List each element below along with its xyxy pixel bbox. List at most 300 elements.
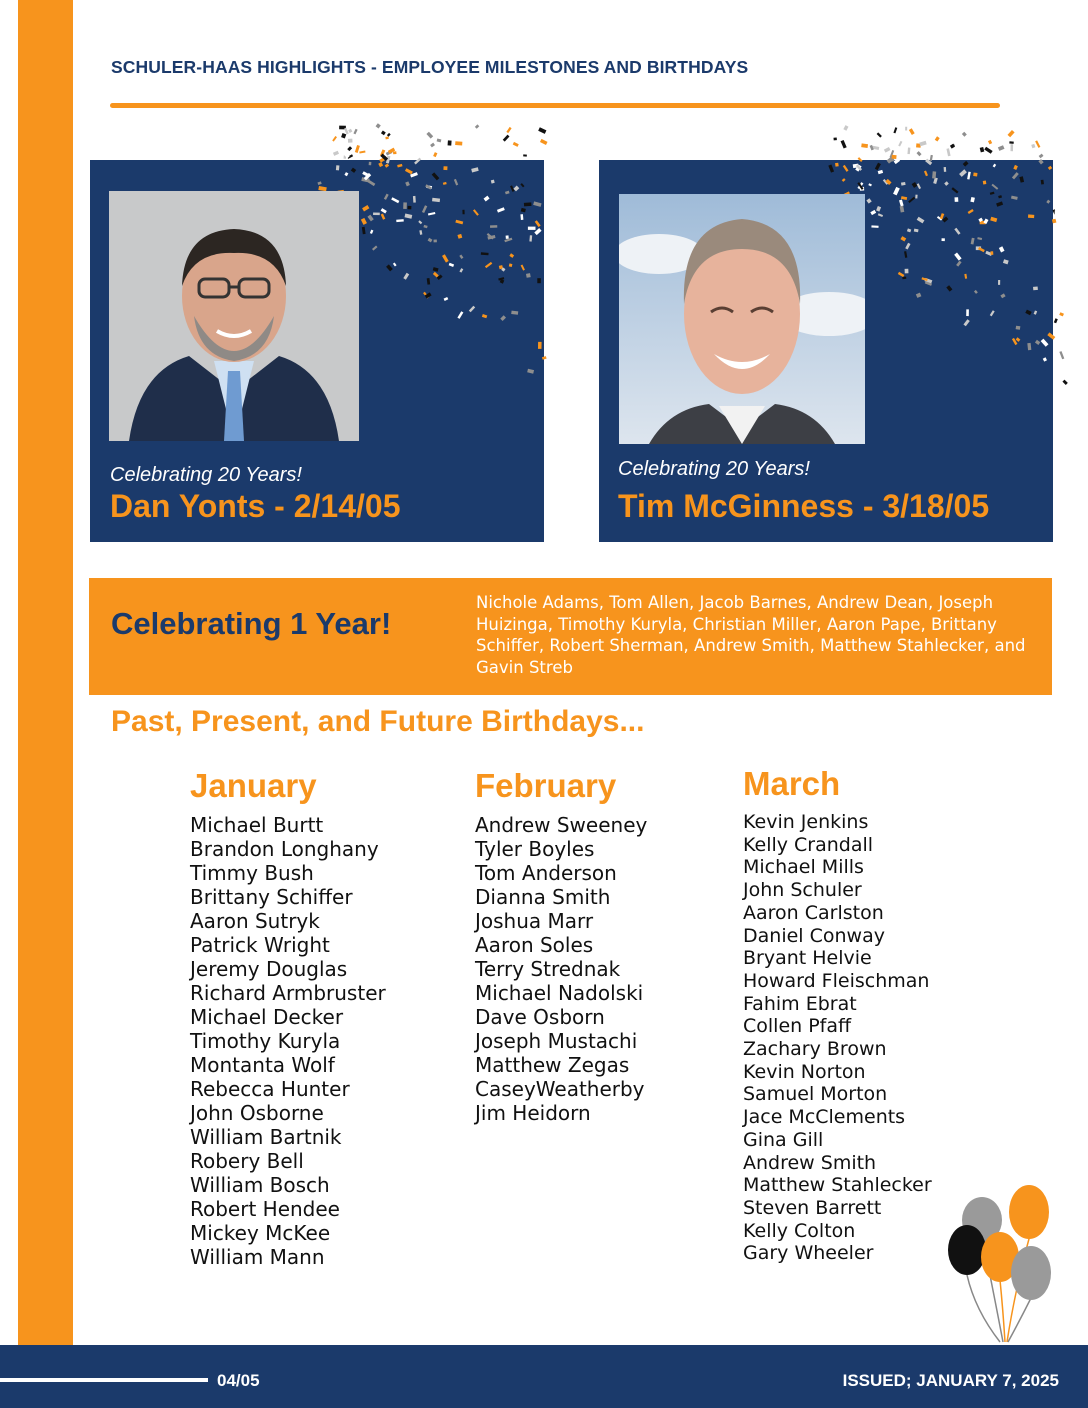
confetti-piece xyxy=(905,269,909,274)
milestone-card xyxy=(599,160,1053,542)
birthday-name: Michael Burtt xyxy=(190,813,324,837)
confetti-piece xyxy=(971,238,975,245)
one-year-title: Celebrating 1 Year! xyxy=(111,606,392,641)
confetti-piece xyxy=(506,127,511,133)
birthday-name: Brandon Longhany xyxy=(190,837,379,861)
birthday-name: Brittany Schiffer xyxy=(190,885,353,909)
confetti-piece xyxy=(423,225,427,228)
confetti-piece xyxy=(840,124,846,128)
confetti-piece xyxy=(396,219,404,222)
confetti-piece xyxy=(524,202,532,206)
confetti-piece xyxy=(1048,166,1052,170)
confetti-piece xyxy=(457,311,463,319)
confetti-piece xyxy=(430,143,435,148)
confetti-piece xyxy=(900,206,905,213)
confetti-piece xyxy=(513,186,519,192)
confetti-piece xyxy=(385,137,388,140)
birthday-name: Andrew Smith xyxy=(743,1151,877,1174)
confetti-piece xyxy=(462,210,464,214)
confetti-piece xyxy=(414,158,421,165)
confetti-piece xyxy=(895,133,900,140)
birthday-name: Gina Gill xyxy=(743,1128,824,1151)
confetti-piece xyxy=(433,152,437,157)
birthday-name: CaseyWeatherby xyxy=(475,1077,645,1101)
birthday-list xyxy=(743,811,933,1265)
confetti-piece xyxy=(965,137,969,141)
confetti-piece xyxy=(500,315,506,321)
confetti-piece xyxy=(393,263,397,267)
confetti-piece xyxy=(355,145,360,153)
confetti-piece xyxy=(905,127,907,131)
confetti-piece xyxy=(870,210,876,215)
confetti-piece xyxy=(978,247,985,252)
confetti-piece xyxy=(998,280,1000,285)
confetti-piece xyxy=(323,150,330,157)
confetti-piece xyxy=(454,179,458,186)
confetti-piece xyxy=(505,191,510,195)
left-accent-bar xyxy=(18,0,73,1345)
birthday-name: Matthew Stahlecker xyxy=(743,1174,932,1197)
confetti-piece xyxy=(1033,287,1038,291)
confetti-piece xyxy=(942,238,945,241)
birthday-name: Jace McClements xyxy=(743,1106,906,1129)
page-footer xyxy=(0,1345,1088,1408)
confetti-piece xyxy=(348,129,352,133)
confetti-piece xyxy=(944,181,949,186)
birthday-name: Mickey McKee xyxy=(190,1221,331,1245)
confetti-piece xyxy=(484,196,490,202)
confetti-piece xyxy=(432,198,440,202)
confetti-piece xyxy=(433,267,439,272)
confetti-piece xyxy=(959,169,967,177)
birthday-name: Rebecca Hunter xyxy=(190,1077,350,1101)
confetti-piece xyxy=(405,214,413,219)
birthday-name: Aaron Soles xyxy=(475,933,594,957)
birthday-name: Andrew Sweeney xyxy=(475,813,648,837)
confetti-piece xyxy=(944,167,947,172)
confetti-piece xyxy=(473,209,479,216)
confetti-piece xyxy=(521,265,525,271)
footer-line xyxy=(0,1378,208,1382)
confetti-piece xyxy=(1052,219,1056,224)
confetti-piece xyxy=(963,319,969,326)
confetti-piece xyxy=(513,142,519,147)
birthday-name: Joseph Mustachi xyxy=(475,1029,638,1053)
confetti-piece xyxy=(1008,130,1015,137)
confetti-piece xyxy=(1054,210,1058,217)
confetti-piece xyxy=(1028,214,1034,218)
confetti-piece xyxy=(921,277,927,281)
confetti-piece xyxy=(990,192,995,195)
confetti-piece xyxy=(459,268,463,272)
confetti-piece xyxy=(998,145,1005,151)
birthday-name: Dianna Smith xyxy=(475,885,611,909)
confetti-piece xyxy=(917,217,925,224)
confetti-piece xyxy=(1059,351,1064,359)
birthday-name: Jeremy Douglas xyxy=(190,957,348,981)
birthday-name: Daniel Conway xyxy=(743,924,885,947)
month-title: January xyxy=(190,767,317,804)
confetti-piece xyxy=(904,251,907,258)
birthday-name: Bryant Helvie xyxy=(743,947,872,970)
birthday-name: Aaron Sutryk xyxy=(190,909,320,933)
confetti-piece xyxy=(983,181,987,185)
confetti-piece xyxy=(362,227,366,234)
confetti-piece xyxy=(481,252,489,255)
confetti-piece xyxy=(405,181,410,186)
employee-photo xyxy=(109,191,359,441)
confetti-piece xyxy=(907,228,911,232)
confetti-piece xyxy=(497,207,505,212)
confetti-piece xyxy=(876,206,881,212)
confetti-piece xyxy=(1027,343,1031,350)
confetti-piece xyxy=(384,194,389,200)
page-number: 04/05 xyxy=(217,1371,260,1390)
issued-date: ISSUED; JANUARY 7, 2025 xyxy=(842,1371,1059,1390)
confetti-piece xyxy=(347,146,352,151)
confetti-piece xyxy=(946,285,952,291)
confetti-piece xyxy=(386,264,393,271)
confetti-piece xyxy=(998,195,1002,198)
confetti-piece xyxy=(415,123,419,125)
confetti-piece xyxy=(980,147,985,152)
confetti-piece xyxy=(333,151,339,156)
month-title: March xyxy=(743,765,841,802)
confetti-piece xyxy=(893,187,900,196)
confetti-piece xyxy=(1016,326,1021,330)
confetti-piece xyxy=(528,227,536,230)
confetti-piece xyxy=(369,162,372,166)
one-year-names: Nichole Adams, Tom Allen, Jacob Barnes, Andrew Dean, Joseph Huizinga, Timothy Kuryla, Christian Miller, Aaron Pape, Brittany Schiffer, Robert Sherman, Andrew Smith, Matthew Stahlecker, and Gavin Streb xyxy=(476,593,1026,677)
confetti-piece xyxy=(336,165,340,170)
confetti-piece xyxy=(1035,140,1040,148)
confetti-piece xyxy=(465,139,470,143)
balloons-illustration xyxy=(945,1180,1060,1345)
milestone-caption: Celebrating 20 Years! xyxy=(110,464,302,486)
confetti-piece xyxy=(916,293,922,298)
confetti-piece xyxy=(915,195,917,199)
confetti-piece xyxy=(977,237,982,240)
confetti-piece xyxy=(433,272,439,278)
confetti-piece xyxy=(894,158,901,164)
confetti-piece xyxy=(358,129,363,134)
birthday-list xyxy=(475,813,647,1125)
birthday-name: William Bosch xyxy=(190,1173,330,1197)
confetti-piece xyxy=(521,208,526,212)
confetti-piece xyxy=(908,197,915,203)
confetti-piece xyxy=(425,184,432,189)
confetti-piece xyxy=(540,139,548,145)
birthday-name: John Osborne xyxy=(190,1101,324,1125)
milestone-honoree: Dan Yonts - 2/14/05 xyxy=(110,488,401,524)
birthday-name: Zachary Brown xyxy=(743,1038,887,1061)
confetti-piece xyxy=(367,124,373,132)
confetti-piece xyxy=(378,162,383,167)
confetti-piece xyxy=(974,290,978,294)
birthday-name: Dave Osborn xyxy=(475,1005,605,1029)
birthday-name: Timmy Bush xyxy=(190,861,314,885)
confetti-piece xyxy=(527,369,534,374)
confetti-piece xyxy=(443,182,447,185)
confetti-piece xyxy=(449,263,454,267)
confetti-piece xyxy=(866,198,871,203)
confetti-piece xyxy=(485,262,492,268)
confetti-piece xyxy=(538,127,546,134)
confetti-piece xyxy=(428,238,433,243)
confetti-piece xyxy=(362,205,369,211)
confetti-piece xyxy=(962,132,967,137)
confetti-piece xyxy=(1012,172,1019,179)
milestone-honoree: Tim McGinness - 3/18/05 xyxy=(618,488,990,524)
birthday-name: Michael Mills xyxy=(743,856,864,879)
confetti-piece xyxy=(843,165,849,172)
confetti-piece xyxy=(1038,131,1042,135)
confetti-piece xyxy=(951,187,958,193)
confetti-piece xyxy=(523,154,527,156)
confetti-piece xyxy=(955,197,959,202)
birthday-name: Tom Anderson xyxy=(475,861,617,885)
confetti-piece xyxy=(984,147,992,154)
confetti-piece xyxy=(538,342,542,349)
one-year-banner xyxy=(89,578,1052,695)
confetti-piece xyxy=(426,132,433,139)
confetti-piece xyxy=(471,167,478,172)
confetti-piece xyxy=(542,356,547,360)
confetti-piece xyxy=(455,141,462,145)
confetti-piece xyxy=(317,181,321,185)
confetti-piece xyxy=(1035,340,1040,345)
confetti-piece xyxy=(898,272,905,277)
confetti-piece xyxy=(537,278,541,283)
confetti-piece xyxy=(1034,310,1038,314)
confetti-piece xyxy=(520,214,523,220)
birthday-name: Kelly Crandall xyxy=(743,833,874,856)
confetti-piece xyxy=(909,128,915,135)
confetti-piece xyxy=(1062,380,1067,385)
birthday-name: Kelly Colton xyxy=(743,1219,856,1242)
confetti-piece xyxy=(532,151,538,156)
birthday-name: Aaron Carlston xyxy=(743,901,884,924)
birthday-name: Tyler Boyles xyxy=(475,837,595,861)
confetti-piece xyxy=(1013,165,1018,170)
confetti-piece xyxy=(535,220,541,227)
confetti-piece xyxy=(1043,357,1047,361)
confetti-piece xyxy=(877,132,882,137)
confetti-piece xyxy=(1031,144,1035,148)
confetti-piece xyxy=(988,140,992,145)
birthday-name: William Bartnik xyxy=(190,1125,342,1149)
confetti-piece xyxy=(833,138,836,141)
confetti-piece xyxy=(533,201,541,206)
birthday-name: Steven Barrett xyxy=(743,1196,882,1219)
confetti-piece xyxy=(946,148,950,156)
birthday-name: Richard Armbruster xyxy=(190,981,386,1005)
confetti-piece xyxy=(482,314,487,318)
confetti-piece xyxy=(422,205,427,213)
confetti-piece xyxy=(902,277,906,280)
confetti-piece xyxy=(1054,318,1058,323)
confetti-piece xyxy=(413,196,416,203)
confetti-piece xyxy=(457,234,462,239)
confetti-piece xyxy=(893,127,897,133)
milestone-caption: Celebrating 20 Years! xyxy=(618,458,810,480)
confetti-piece xyxy=(993,164,997,168)
birthday-name: Robery Bell xyxy=(190,1149,304,1173)
confetti-piece xyxy=(466,151,472,158)
confetti-piece xyxy=(443,166,447,170)
confetti-piece xyxy=(930,155,933,161)
confetti-piece xyxy=(954,253,961,261)
confetti-piece xyxy=(917,183,921,189)
confetti-piece xyxy=(403,273,409,280)
confetti-piece xyxy=(996,201,1003,206)
confetti-piece xyxy=(1025,310,1031,316)
confetti-piece xyxy=(963,161,969,167)
confetti-piece xyxy=(950,123,956,129)
confetti-piece xyxy=(419,230,422,235)
confetti-piece xyxy=(506,235,509,238)
confetti-piece xyxy=(871,225,878,227)
milestone-card xyxy=(90,160,544,542)
confetti-piece xyxy=(942,216,948,222)
birthday-name: Howard Fleischman xyxy=(743,969,930,992)
header-divider xyxy=(110,103,1000,108)
birthday-name: Patrick Wright xyxy=(190,933,330,957)
confetti-piece xyxy=(359,151,365,154)
confetti-piece xyxy=(437,139,442,143)
confetti-piece xyxy=(842,178,846,182)
confetti-piece xyxy=(385,163,389,167)
month-title: February xyxy=(475,767,617,804)
confetti-piece xyxy=(990,217,997,222)
birthday-name: Montanta Wolf xyxy=(190,1053,335,1077)
birthday-name: Fahim Ebrat xyxy=(743,992,857,1015)
confetti-piece xyxy=(884,147,891,153)
confetti-piece xyxy=(937,122,943,127)
confetti-piece xyxy=(900,236,906,241)
confetti-piece xyxy=(475,124,479,128)
confetti-piece xyxy=(428,212,435,216)
birthday-name: Michael Decker xyxy=(190,1005,344,1029)
confetti-piece xyxy=(858,157,863,162)
confetti-piece xyxy=(999,246,1005,252)
confetti-piece xyxy=(1046,200,1050,204)
confetti-piece xyxy=(442,254,449,262)
confetti-piece xyxy=(491,180,495,184)
confetti-piece xyxy=(1011,196,1018,200)
confetti-piece xyxy=(954,228,960,235)
confetti-piece xyxy=(912,182,918,188)
confetti-piece xyxy=(509,253,514,258)
confetti-piece xyxy=(427,278,430,285)
confetti-piece xyxy=(381,131,386,136)
confetti-piece xyxy=(529,235,532,241)
confetti-piece xyxy=(490,225,497,228)
confetti-piece xyxy=(892,155,897,159)
confetti-piece xyxy=(1019,176,1024,182)
confetti-piece xyxy=(878,213,883,217)
employee-photo xyxy=(619,194,865,444)
confetti-piece xyxy=(520,183,524,187)
confetti-piece xyxy=(418,220,422,224)
confetti-piece xyxy=(372,245,378,250)
confetti-piece xyxy=(391,197,399,203)
confetti-piece xyxy=(344,172,348,176)
birthday-name: Timothy Kuryla xyxy=(190,1029,341,1053)
birthdays-heading: Past, Present, and Future Birthdays... xyxy=(111,705,645,738)
birthday-list xyxy=(190,813,386,1269)
confetti-piece xyxy=(1047,332,1055,339)
confetti-piece xyxy=(907,147,910,154)
confetti-piece xyxy=(348,139,353,143)
confetti-piece xyxy=(367,215,373,222)
confetti-piece xyxy=(387,133,391,137)
confetti-piece xyxy=(469,306,475,313)
birthday-name: Collen Pfaff xyxy=(743,1015,852,1038)
confetti-piece xyxy=(935,136,940,141)
confetti-piece xyxy=(432,172,440,180)
confetti-piece xyxy=(990,251,993,255)
confetti-piece xyxy=(511,311,518,315)
confetti-piece xyxy=(970,197,975,202)
confetti-piece xyxy=(899,200,904,207)
confetti-piece xyxy=(905,243,910,250)
confetti-piece xyxy=(405,168,413,174)
confetti-piece xyxy=(828,165,834,173)
confetti-piece xyxy=(381,208,387,213)
month-column-march xyxy=(743,765,933,1265)
confetti-piece xyxy=(1059,312,1064,316)
birthday-name: William Mann xyxy=(190,1245,325,1269)
confetti-piece xyxy=(1000,293,1005,298)
confetti-piece xyxy=(361,218,367,225)
confetti-piece xyxy=(408,206,412,210)
confetti-piece xyxy=(932,171,936,178)
birthday-name: Joshua Marr xyxy=(475,909,594,933)
confetti-piece xyxy=(901,196,907,200)
confetti-piece xyxy=(434,240,437,243)
confetti-piece xyxy=(956,261,961,267)
birthday-name: Gary Wheeler xyxy=(743,1242,874,1265)
birthday-name: Robert Hendee xyxy=(190,1197,340,1221)
confetti-piece xyxy=(526,273,531,278)
page-title: SCHULER-HAAS HIGHLIGHTS - EMPLOYEE MILESTONES AND BIRTHDAYS xyxy=(111,57,749,77)
confetti-piece xyxy=(456,135,461,139)
confetti-piece xyxy=(991,184,998,190)
birthday-name: Kevin Norton xyxy=(743,1060,866,1083)
birthday-name: Matthew Zegas xyxy=(475,1053,630,1077)
birthday-name: Kevin Jenkins xyxy=(743,811,869,833)
confetti-piece xyxy=(444,297,449,301)
confetti-piece xyxy=(351,168,356,173)
confetti-piece xyxy=(940,213,944,219)
confetti-piece xyxy=(898,141,902,147)
birthday-name: Michael Nadolski xyxy=(475,981,644,1005)
confetti-piece xyxy=(875,163,881,171)
confetti-piece xyxy=(878,170,883,174)
confetti-piece xyxy=(370,230,374,234)
confetti-piece xyxy=(919,141,926,146)
confetti-piece xyxy=(868,183,872,186)
confetti-piece xyxy=(455,220,463,225)
confetti-piece xyxy=(1009,141,1013,144)
birthday-name: Samuel Morton xyxy=(743,1083,888,1106)
confetti-piece xyxy=(924,171,928,177)
confetti-piece xyxy=(1041,180,1044,185)
birthday-name: Terry Strednak xyxy=(475,957,621,981)
confetti-piece xyxy=(1016,337,1021,342)
confetti-piece xyxy=(452,140,455,144)
